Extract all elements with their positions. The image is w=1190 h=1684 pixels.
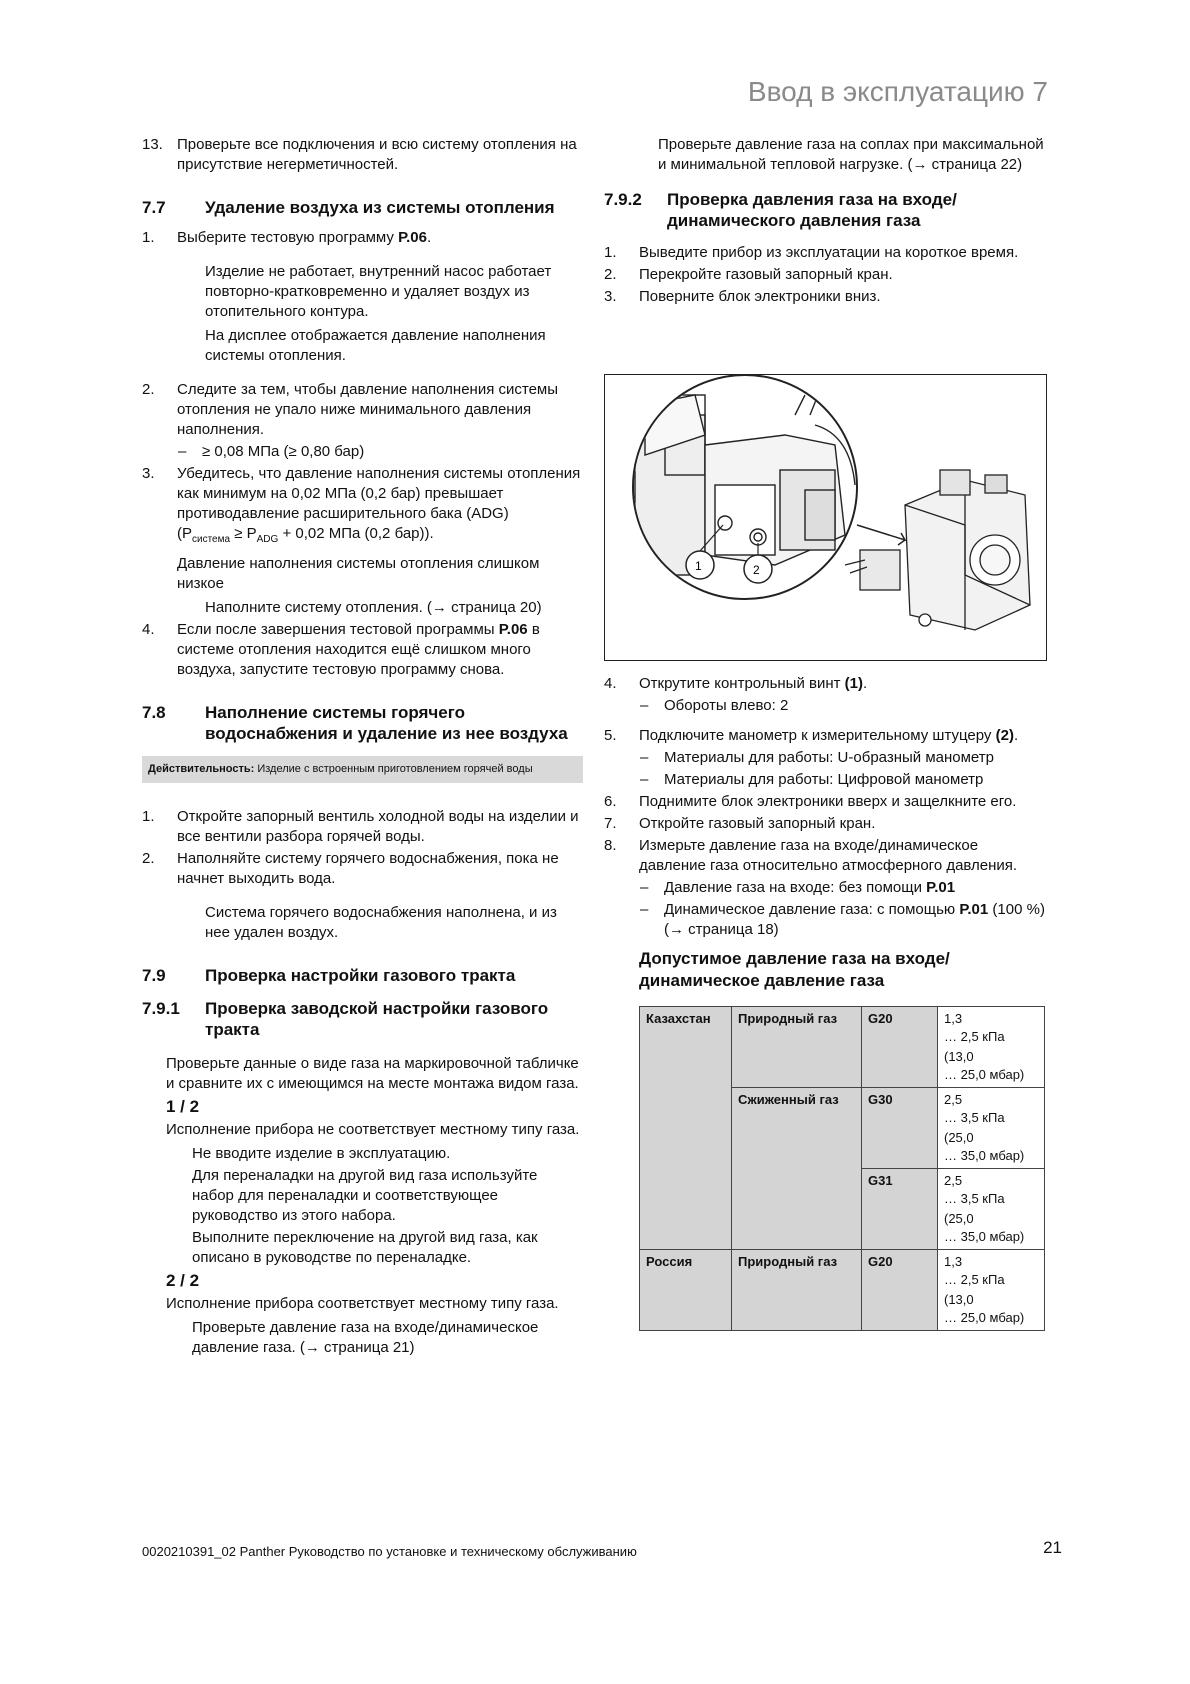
- gas-pressure-table-wrap: [604, 1006, 1045, 1331]
- validity-note: Действительность: Изделие с встроенным приготовлением горячей воды: [142, 756, 583, 783]
- pressure-cell: 2,5 … 3,5 кПа (25,0 … 35,0 мбар): [938, 1088, 1045, 1169]
- pressure-cell: 1,3 … 2,5 кПа (13,0 … 25,0 мбар): [938, 1250, 1045, 1331]
- step-13: 13. Проверьте все подключения и всю систему отопления на присутствие негерметичностей.: [142, 136, 577, 173]
- section-7-8-heading: 7.8 Наполнение системы горячего водоснабжения и удаление из нее воздуха: [142, 703, 568, 743]
- pressure-cell: 2,5 … 3,5 кПа (25,0 … 35,0 мбар): [938, 1169, 1045, 1250]
- table-row: [640, 1250, 1045, 1331]
- right-intro: Проверьте давление газа на соплах при максимальной и минимальной тепловой нагрузке. (→ страница 22): [658, 136, 1044, 173]
- left-column: [142, 135, 583, 1358]
- gas-valve-drawing: [605, 375, 1046, 660]
- gas-code-cell: G31: [862, 1169, 938, 1250]
- gas-type-cell: Природный газ: [732, 1250, 862, 1331]
- page-number: 21: [1043, 1538, 1062, 1557]
- s792-step-5-dash-1: – Материалы для работы: U-образный манометр: [640, 749, 994, 766]
- s78-step-2-result: Система горячего водоснабжения наполнена, и из нее удален воздух.: [205, 904, 557, 941]
- s792-step-8-dash-2: – Динамическое давление газа: с помощью P.01 (100 %) (→ страница 18): [640, 901, 1045, 938]
- s792-step-3: 3. Поверните блок электроники вниз.: [604, 288, 881, 305]
- section-7-9-2-heading: 7.9.2 Проверка давления газа на входе/динамического давления газа: [604, 190, 957, 230]
- callout-label-2: 2: [753, 563, 760, 577]
- s77-step-3-condition: Давление наполнения системы отопления слишком низкое: [177, 555, 540, 592]
- s77-step-3-action: Наполните систему отопления. (→ страница 20): [205, 599, 542, 616]
- s792-step-5-dash-2: – Материалы для работы: Цифровой манометр: [640, 771, 984, 788]
- pressure-formula: ($P_{система} \ge P_{ADG} + 0,02$ МПа (0,2 бар)).: [177, 525, 434, 545]
- s792-step-6: 6. Поднимите блок электроники вверх и защелкните его.: [604, 793, 1017, 810]
- s77-step-1-result-1: Изделие не работает, внутренний насос работает повторно-кратковременно и удаляет воздух из отопительного контура.: [205, 263, 552, 320]
- gas-code-cell: G30: [862, 1088, 938, 1169]
- s792-step-4: 4. Открутите контрольный винт (1).: [604, 675, 868, 692]
- gas-type-cell: Сжиженный газ: [732, 1088, 862, 1250]
- country-cell: Казахстан: [640, 1007, 732, 1250]
- s792-step-7: 7. Откройте газовый запорный кран.: [604, 815, 876, 832]
- s791-intro: Проверьте данные о виде газа на маркировочной табличке и сравните их с имеющимся на месте монтажа видом газа.: [166, 1055, 579, 1092]
- s792-step-1: 1. Выведите прибор из эксплуатации на короткое время.: [604, 244, 1019, 261]
- s77-step-2-dash: – ≥ 0,08 МПа (≥ 0,80 бар): [178, 443, 365, 460]
- s78-step-2: 2. Наполняйте систему горячего водоснабжения, пока не начнет выходить вода.: [142, 850, 559, 887]
- chapter-header: Ввод в эксплуатацию 7: [747, 76, 1048, 107]
- s77-step-1-result-2: На дисплее отображается давление наполнения системы отопления.: [205, 327, 546, 364]
- right-column-top: [604, 135, 1045, 307]
- section-7-9-heading: 7.9 Проверка настройки газового тракта: [142, 966, 516, 985]
- s792-step-8: 8. Измерьте давление газа на входе/динамическое давление газа относительно атмосферного давления.: [604, 837, 1018, 874]
- gas-code-cell: G20: [862, 1007, 938, 1088]
- gas-pressure-table-title: Допустимое давление газа на входе/динамическое давление газа: [639, 949, 950, 990]
- callout-label-1: 1: [695, 559, 702, 573]
- gas-type-cell: Природный газ: [732, 1007, 862, 1088]
- s77-step-3: 3. Убедитесь, что давление наполнения системы отопления как минимум на 0,02 МПа (0,2 бар) превышает противодавление расширительного бака (ADG) ($P_{система} \ge P_{ADG} + 0,02$ МПа (0,2 бар)). Давление наполнения системы отопления слишком низкое: [142, 464, 583, 594]
- s792-step-2: 2. Перекройте газовый запорный кран.: [604, 266, 893, 283]
- condition-2: 2 / 2 Исполнение прибора соответствует местному типу газа. Проверьте давление газа на входе/динамическое давление газа. (→ страница 21): [166, 1271, 559, 1356]
- s792-step-4-dash: – Обороты влево: 2: [640, 697, 789, 714]
- s77-step-1: 1. Выберите тестовую программу P.06.: [142, 229, 432, 246]
- s78-step-1: 1. Откройте запорный вентиль холодной воды на изделии и все вентили разбора горячей воды.: [142, 808, 579, 845]
- gas-pressure-table: [639, 1006, 1045, 1331]
- s792-step-8-dash-1: – Давление газа на входе: без помощи P.01: [640, 879, 956, 896]
- section-7-9-1-heading: 7.9.1 Проверка заводской настройки газового тракта: [142, 999, 549, 1039]
- gas-valve-illustration: [604, 374, 1047, 661]
- gas-code-cell: G20: [862, 1250, 938, 1331]
- right-column-bottom: [604, 674, 1045, 1331]
- table-row: [640, 1007, 1045, 1088]
- s792-step-5: 5. Подключите манометр к измерительному штуцеру (2).: [604, 727, 1019, 744]
- s77-step-2: 2. Следите за тем, чтобы давление наполнения системы отопления не упало ниже минимального давления наполнения.: [142, 381, 559, 438]
- footer-doc-title: 0020210391_02 Panther Руководство по установке и техническому обслуживанию: [142, 1544, 637, 1559]
- pressure-cell: 1,3 … 2,5 кПа (13,0 … 25,0 мбар): [938, 1007, 1045, 1088]
- country-cell: Россия: [640, 1250, 732, 1331]
- section-7-7-heading: 7.7 Удаление воздуха из системы отопления: [142, 198, 555, 217]
- s77-step-4: 4. Если после завершения тестовой программы P.06 в системе отопления находится ещё слишком много воздуха, запустите тестовую программу снова.: [142, 621, 540, 678]
- condition-1: 1 / 2 Исполнение прибора не соответствует местному типу газа. Не вводите изделие в эксплуатацию. Для переналадки на другой вид газа используйте набор для переналадки и соответствующее руководство из этого набора. Выполните переключение на другой вид газа, как описано в руководстве по переналадке.: [166, 1097, 580, 1266]
